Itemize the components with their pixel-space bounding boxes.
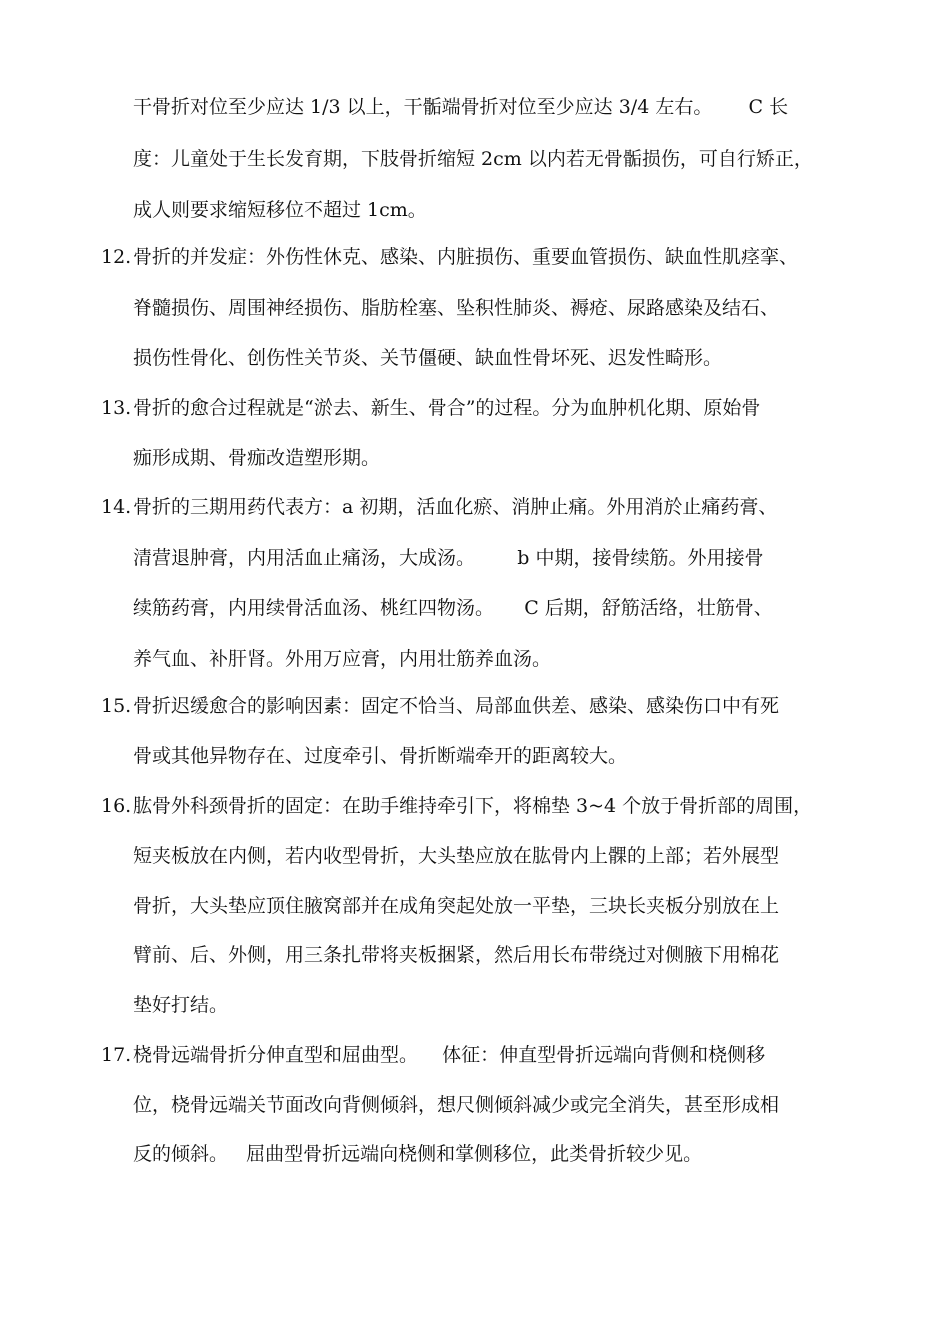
line-text: 脊髓损伤、周围神经损伤、脂肪栓塞、坠积性肺炎、褥疮、尿路感染及结石、 — [133, 297, 780, 319]
item-number: 12. — [101, 246, 132, 268]
line-text: 骨折迟缓愈合的影响因素：固定不恰当、局部血供差、感染、感染伤口中有死 — [133, 695, 780, 717]
line-text: 位，桡骨远端关节面改向背侧倾斜，想尺侧倾斜减少或完全消失，甚至形成相 — [133, 1094, 780, 1116]
line-text: 桡骨远端骨折分伸直型和屈曲型。 体征：伸直型骨折远端向背侧和桡侧移 — [133, 1044, 766, 1066]
line-text: 垫好打结。 — [133, 994, 229, 1016]
line-text: 度：儿童处于生长发育期，下肢骨折缩短 2cm 以内若无骨骺损伤，可自行矫正， — [133, 148, 813, 170]
line-text: 骨折的并发症：外伤性休克、感染、内脏损伤、重要血管损伤、缺血性肌痉挛、 — [133, 246, 799, 268]
item-number: 16. — [101, 795, 132, 817]
line-text: 损伤性骨化、创伤性关节炎、关节僵硬、缺血性骨坏死、迟发性畸形。 — [133, 347, 723, 369]
line-text: 养气血、补肝肾。外用万应膏，内用壮筋养血汤。 — [133, 648, 552, 670]
item-number: 15. — [101, 695, 132, 717]
line-text: 痂形成期、骨痂改造塑形期。 — [133, 447, 381, 469]
line-text: 续筋药膏，内用续骨活血汤、桃红四物汤。 C 后期，舒筋活络，壮筋骨、 — [133, 597, 773, 619]
item-number: 13. — [101, 397, 132, 419]
line-text: 骨或其他异物存在、过度牵引、骨折断端牵开的距离较大。 — [133, 745, 628, 767]
line-text: 短夹板放在内侧，若内收型骨折，大头垫应放在肱骨内上髁的上部；若外展型 — [133, 845, 780, 867]
line-text: 肱骨外科颈骨折的固定：在助手维持牵引下，将棉垫 3~4 个放于骨折部的周围， — [133, 795, 813, 817]
line-text: 干骨折对位至少应达 1/3 以上，干骺端骨折对位至少应达 3/4 左右。 C 长 — [133, 96, 789, 118]
line-text: 臂前、后、外侧，用三条扎带将夹板捆紧，然后用长布带绕过对侧腋下用棉花 — [133, 944, 780, 966]
line-text: 反的倾斜。 屈曲型骨折远端向桡侧和掌侧移位，此类骨折较少见。 — [133, 1143, 703, 1165]
line-text: 骨折，大头垫应顶住腋窝部并在成角突起处放一平垫，三块长夹板分别放在上 — [133, 895, 780, 917]
item-number: 14. — [101, 496, 132, 518]
line-text: 清营退肿膏，内用活血止痛汤，大成汤。 b 中期，接骨续筋。外用接骨 — [133, 547, 764, 569]
line-text: 骨折的愈合过程就是“淤去、新生、骨合”的过程。分为血肿机化期、原始骨 — [133, 397, 761, 419]
line-text: 骨折的三期用药代表方：a 初期，活血化瘀、消肿止痛。外用消於止痛药膏、 — [133, 496, 778, 518]
line-text: 成人则要求缩短移位不超过 1cm。 — [133, 199, 427, 221]
item-number: 17. — [101, 1044, 132, 1066]
